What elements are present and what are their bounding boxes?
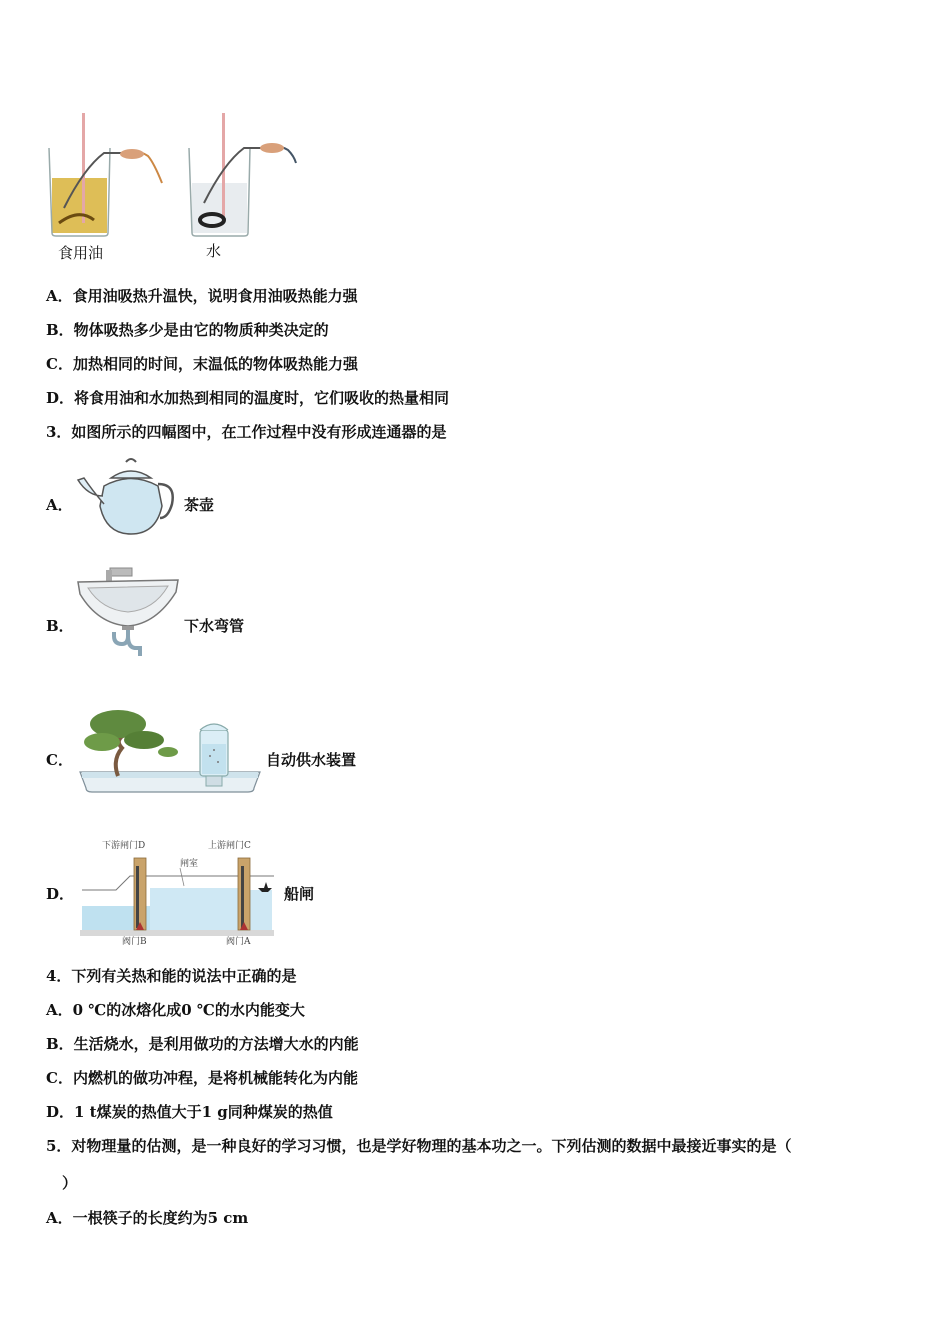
sink-drain-icon — [76, 566, 180, 656]
valve-a-label: 阀门A — [226, 937, 251, 946]
q2-option-a: A．食用油吸热升温快，说明食用油吸热能力强 — [46, 287, 358, 305]
q5-stem-line1: 5．对物理量的估测，是一种良好的学习习惯，也是学好物理的基本功之一。下列估测的数据中最接近事实的是（ — [46, 1137, 792, 1155]
q3-option-b-letter: B． — [46, 617, 74, 635]
q3-option-d-label: 船闸 — [284, 885, 315, 903]
q3-stem: 3．如图所示的四幅图中，在工作过程中没有形成连通器的是 — [46, 423, 447, 441]
oil-beaker — [49, 113, 162, 236]
water-label: 水 — [206, 242, 222, 260]
q2-option-d: D．将食用油和水加热到相同的温度时，它们吸收的热量相同 — [46, 389, 450, 407]
ship-lock-icon — [80, 836, 274, 946]
q4-option-d: D．1 t煤炭的热值大于1 g同种煤炭的热值 — [46, 1103, 333, 1121]
valve-b-label: 阀门B — [122, 937, 147, 946]
q2-option-b: B．物体吸热多少是由它的物质种类决定的 — [46, 321, 329, 339]
q3-option-a-letter: A． — [46, 496, 73, 514]
q3-option-a-label: 茶壶 — [184, 496, 215, 514]
q3-option-d-letter: D． — [46, 885, 75, 903]
q2-option-c: C．加热相同的时间，末温低的物体吸热能力强 — [46, 355, 358, 373]
auto-water-supply-icon — [78, 700, 262, 794]
q4-option-c: C．内燃机的做功冲程，是将机械能转化为内能 — [46, 1069, 358, 1087]
q4-option-b: B．生活烧水，是利用做功的方法增大水的内能 — [46, 1035, 359, 1053]
q5-stem-line2: ） — [62, 1174, 78, 1192]
q3-option-c-label: 自动供水装置 — [266, 751, 357, 769]
water-beaker — [189, 113, 296, 236]
chamber-label: 闸室 — [180, 859, 199, 869]
gate-c-label: 上游闸门C — [208, 841, 251, 851]
q3-option-b-label: 下水弯管 — [184, 617, 245, 635]
q5-option-a: A．一根筷子的长度约为5 cm — [46, 1209, 249, 1227]
q3-option-c-letter: C． — [46, 751, 73, 769]
teapot-icon — [76, 456, 180, 536]
gate-d-label: 下游闸门D — [102, 841, 146, 851]
q4-option-a: A．0 ℃的冰熔化成0 ℃的水内能变大 — [46, 1001, 305, 1019]
oil-label: 食用油 — [58, 244, 104, 262]
q4-stem: 4．下列有关热和能的说法中正确的是 — [46, 967, 297, 985]
beaker-figure — [44, 108, 304, 238]
